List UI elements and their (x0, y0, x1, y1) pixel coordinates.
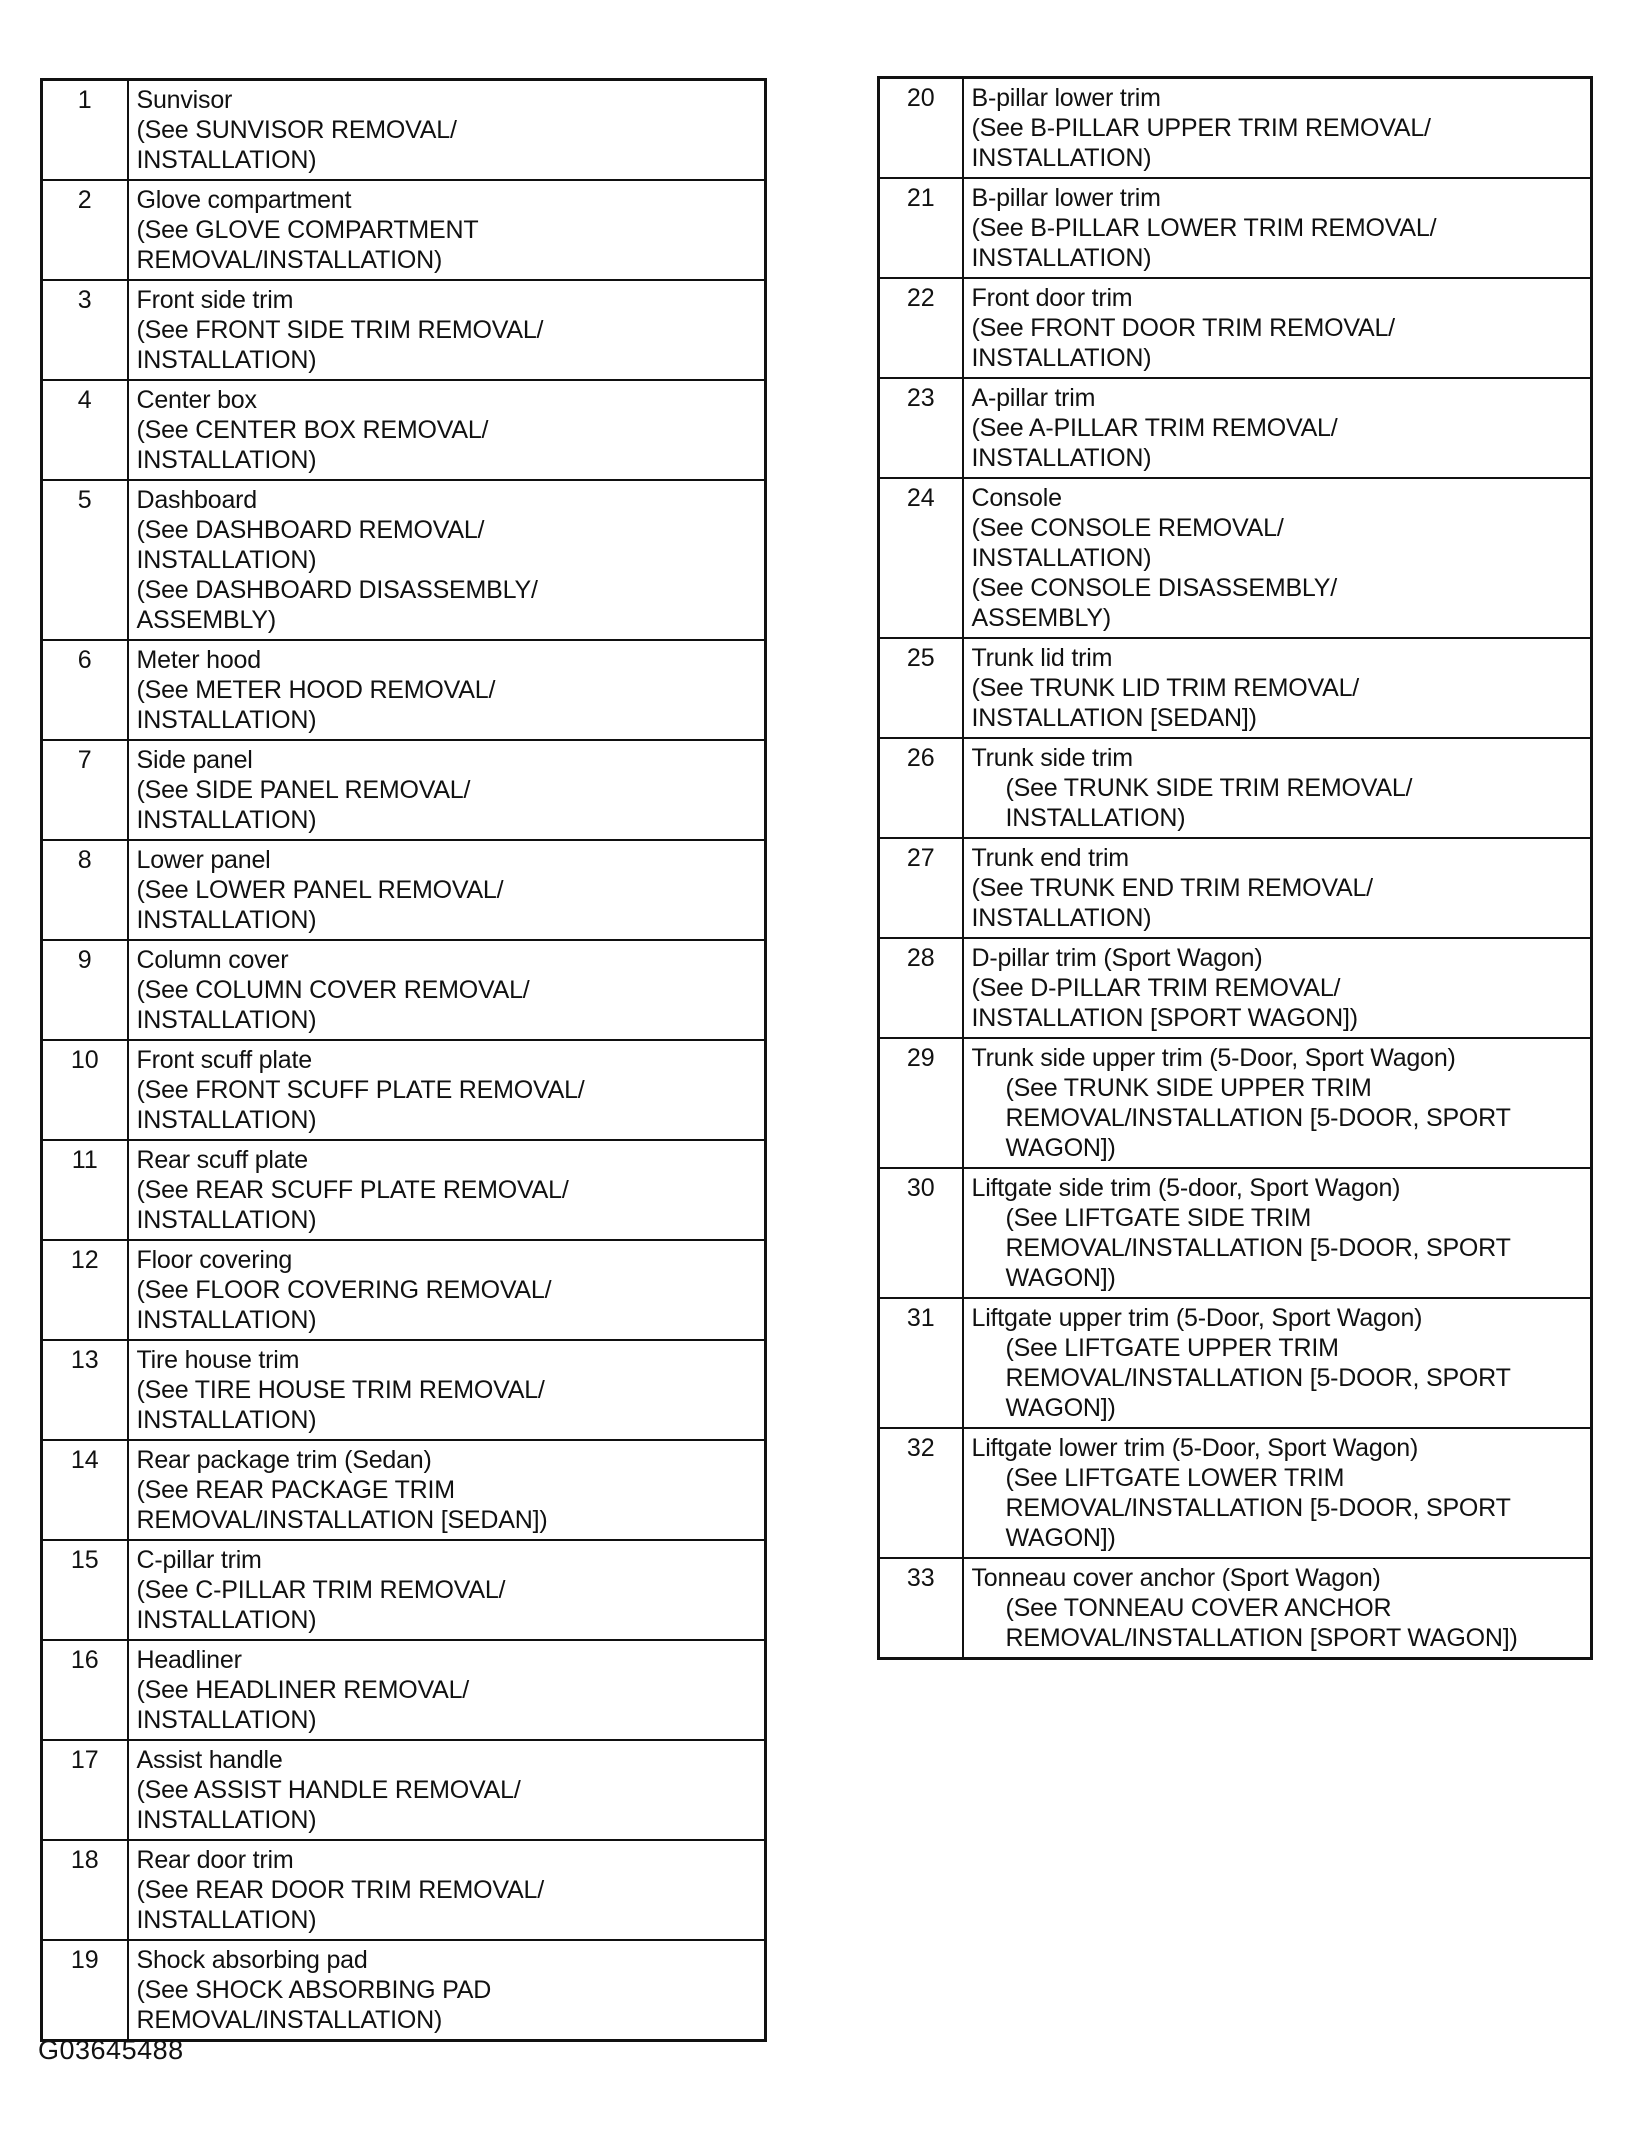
component-name: Assist handle (136, 1746, 283, 1774)
component-name: Liftgate upper trim (5-Door, Sport Wagon) (971, 1304, 1423, 1332)
reference-line: (See TONNEAU COVER ANCHOR (1005, 1594, 1392, 1622)
table-row (42, 280, 766, 380)
component-name: Column cover (136, 946, 289, 974)
reference-line: (See REAR DOOR TRIM REMOVAL/ (136, 1876, 544, 1904)
item-description (128, 1940, 766, 2041)
reference-line: (See SHOCK ABSORBING PAD (136, 1976, 492, 2004)
reference-line: (See LOWER PANEL REMOVAL/ (136, 876, 504, 904)
reference-line: INSTALLATION [SEDAN]) (971, 704, 1257, 732)
reference-line: INSTALLATION) (971, 244, 1152, 272)
item-description (128, 80, 766, 181)
item-number: 23 (879, 378, 963, 478)
table-row (879, 1298, 1592, 1428)
table-row (879, 1558, 1592, 1659)
component-name: Shock absorbing pad (136, 1946, 368, 1974)
table-row (879, 378, 1592, 478)
reference-line: (See TRUNK SIDE UPPER TRIM (1005, 1074, 1372, 1102)
reference-line: (See GLOVE COMPARTMENT (136, 216, 479, 244)
item-description (963, 278, 1592, 378)
item-description (128, 1140, 766, 1240)
table-row (42, 1240, 766, 1340)
reference-line: (See LIFTGATE LOWER TRIM (1005, 1464, 1345, 1492)
reference-line: ASSEMBLY) (971, 604, 1111, 632)
reference-line: INSTALLATION) (136, 346, 317, 374)
reference-line: REMOVAL/INSTALLATION [5-DOOR, SPORT (1005, 1104, 1511, 1132)
table-row (879, 738, 1592, 838)
component-name: Floor covering (136, 1246, 293, 1274)
reference-line: INSTALLATION) (136, 1206, 317, 1234)
component-name: Trunk side trim (971, 744, 1133, 772)
component-name: Liftgate side trim (5-door, Sport Wagon) (971, 1174, 1401, 1202)
item-number: 9 (42, 940, 128, 1040)
item-number: 6 (42, 640, 128, 740)
reference-line: (See TIRE HOUSE TRIM REMOVAL/ (136, 1376, 545, 1404)
component-name: D-pillar trim (Sport Wagon) (971, 944, 1263, 972)
reference-line: INSTALLATION) (136, 706, 317, 734)
table-row (42, 740, 766, 840)
reference-line: INSTALLATION) (136, 546, 317, 574)
item-number: 13 (42, 1340, 128, 1440)
component-name: Headliner (136, 1646, 242, 1674)
reference-line: INSTALLATION) (136, 1006, 317, 1034)
component-name: Console (971, 484, 1062, 512)
reference-line: (See HEADLINER REMOVAL/ (136, 1676, 470, 1704)
item-description (963, 178, 1592, 278)
reference-line: REMOVAL/INSTALLATION [SEDAN]) (136, 1506, 548, 1534)
component-table-left-body (42, 80, 766, 2041)
table-row (879, 178, 1592, 278)
reference-line: INSTALLATION) (971, 444, 1152, 472)
item-description (128, 1340, 766, 1440)
reference-line: (See METER HOOD REMOVAL/ (136, 676, 496, 704)
item-description (963, 1168, 1592, 1298)
reference-line: (See LIFTGATE UPPER TRIM (1005, 1334, 1339, 1362)
item-number: 10 (42, 1040, 128, 1140)
component-table-right (877, 76, 1593, 1660)
item-description (128, 1640, 766, 1740)
reference-line: INSTALLATION) (971, 344, 1152, 372)
reference-line: WAGON]) (1005, 1524, 1116, 1552)
reference-line: INSTALLATION) (971, 904, 1152, 932)
reference-line: (See REAR PACKAGE TRIM (136, 1476, 455, 1504)
table-row (42, 80, 766, 181)
table-row (879, 78, 1592, 179)
reference-line: INSTALLATION) (971, 144, 1152, 172)
reference-line: INSTALLATION) (136, 146, 317, 174)
reference-line: REMOVAL/INSTALLATION) (136, 246, 443, 274)
item-description (963, 838, 1592, 938)
component-name: Tire house trim (136, 1346, 300, 1374)
reference-line: WAGON]) (1005, 1264, 1116, 1292)
reference-line: INSTALLATION) (136, 1606, 317, 1634)
item-description (963, 638, 1592, 738)
item-number: 24 (879, 478, 963, 638)
reference-line: INSTALLATION) (971, 544, 1152, 572)
item-number: 33 (879, 1558, 963, 1659)
reference-line: (See D-PILLAR TRIM REMOVAL/ (971, 974, 1341, 1002)
reference-line: INSTALLATION) (136, 806, 317, 834)
reference-line: REMOVAL/INSTALLATION [5-DOOR, SPORT (1005, 1234, 1511, 1262)
item-description (128, 1840, 766, 1940)
table-row (879, 1428, 1592, 1558)
item-number: 29 (879, 1038, 963, 1168)
item-number: 16 (42, 1640, 128, 1740)
component-name: Trunk end trim (971, 844, 1129, 872)
item-number: 2 (42, 180, 128, 280)
item-number: 28 (879, 938, 963, 1038)
component-table-left (40, 78, 767, 2042)
table-row (42, 480, 766, 640)
table-row (42, 1740, 766, 1840)
reference-line: INSTALLATION [SPORT WAGON]) (971, 1004, 1358, 1032)
component-name: Trunk lid trim (971, 644, 1113, 672)
component-name: Rear scuff plate (136, 1146, 308, 1174)
item-description (128, 1540, 766, 1640)
reference-line: REMOVAL/INSTALLATION [5-DOOR, SPORT (1005, 1494, 1511, 1522)
reference-line: INSTALLATION) (136, 1806, 317, 1834)
component-name: Tonneau cover anchor (Sport Wagon) (971, 1564, 1381, 1592)
item-number: 30 (879, 1168, 963, 1298)
table-row (879, 278, 1592, 378)
reference-line: (See TRUNK END TRIM REMOVAL/ (971, 874, 1373, 902)
component-name: Front door trim (971, 284, 1133, 312)
reference-line: (See SIDE PANEL REMOVAL/ (136, 776, 471, 804)
component-name: B-pillar lower trim (971, 184, 1161, 212)
component-name: Sunvisor (136, 86, 233, 114)
reference-line: (See LIFTGATE SIDE TRIM (1005, 1204, 1312, 1232)
component-name: Center box (136, 386, 257, 414)
component-name: C-pillar trim (136, 1546, 262, 1574)
reference-line: WAGON]) (1005, 1134, 1116, 1162)
table-row (42, 640, 766, 740)
reference-line: REMOVAL/INSTALLATION) (136, 2006, 443, 2034)
component-name: B-pillar lower trim (971, 84, 1161, 112)
reference-line: INSTALLATION) (136, 1106, 317, 1134)
item-description (963, 738, 1592, 838)
table-row (42, 1040, 766, 1140)
table-row (42, 1440, 766, 1540)
item-description (128, 280, 766, 380)
item-number: 12 (42, 1240, 128, 1340)
item-number: 4 (42, 380, 128, 480)
reference-line: (See C-PILLAR TRIM REMOVAL/ (136, 1576, 506, 1604)
item-description (963, 478, 1592, 638)
table-row (42, 840, 766, 940)
reference-line: (See A-PILLAR TRIM REMOVAL/ (971, 414, 1338, 442)
item-number: 14 (42, 1440, 128, 1540)
item-number: 22 (879, 278, 963, 378)
component-name: Glove compartment (136, 186, 352, 214)
reference-line: (See SUNVISOR REMOVAL/ (136, 116, 457, 144)
item-description (128, 840, 766, 940)
table-row (42, 380, 766, 480)
reference-line: INSTALLATION) (136, 1306, 317, 1334)
reference-line: (See FRONT DOOR TRIM REMOVAL/ (971, 314, 1395, 342)
item-description (963, 378, 1592, 478)
item-number: 11 (42, 1140, 128, 1240)
reference-line: (See CONSOLE DISASSEMBLY/ (971, 574, 1337, 602)
item-number: 7 (42, 740, 128, 840)
reference-line: (See DASHBOARD REMOVAL/ (136, 516, 485, 544)
component-name: Meter hood (136, 646, 261, 674)
reference-line: (See COLUMN COVER REMOVAL/ (136, 976, 530, 1004)
item-description (128, 180, 766, 280)
item-description (963, 1558, 1592, 1659)
item-description (963, 1428, 1592, 1558)
reference-line: REMOVAL/INSTALLATION [5-DOOR, SPORT (1005, 1364, 1511, 1392)
item-description (963, 1038, 1592, 1168)
item-number: 18 (42, 1840, 128, 1940)
component-name: Front scuff plate (136, 1046, 312, 1074)
reference-line: WAGON]) (1005, 1394, 1116, 1422)
table-row (42, 940, 766, 1040)
component-name: Rear package trim (Sedan) (136, 1446, 432, 1474)
table-row (879, 838, 1592, 938)
table-row (42, 1140, 766, 1240)
item-number: 27 (879, 838, 963, 938)
item-description (963, 938, 1592, 1038)
reference-line: (See FRONT SIDE TRIM REMOVAL/ (136, 316, 544, 344)
item-description (128, 380, 766, 480)
reference-line: (See FRONT SCUFF PLATE REMOVAL/ (136, 1076, 585, 1104)
reference-line: (See TRUNK LID TRIM REMOVAL/ (971, 674, 1360, 702)
item-description (128, 1440, 766, 1540)
table-row (879, 638, 1592, 738)
component-name: Front side trim (136, 286, 294, 314)
reference-line: ASSEMBLY) (136, 606, 276, 634)
table-row (42, 1940, 766, 2041)
item-number: 15 (42, 1540, 128, 1640)
table-row (42, 1840, 766, 1940)
reference-line: REMOVAL/INSTALLATION [SPORT WAGON]) (1005, 1624, 1518, 1652)
item-number: 31 (879, 1298, 963, 1428)
table-row (879, 478, 1592, 638)
item-description (128, 740, 766, 840)
table-row (879, 1168, 1592, 1298)
component-name: Dashboard (136, 486, 258, 514)
item-number: 25 (879, 638, 963, 738)
item-description (128, 1740, 766, 1840)
item-description (128, 1240, 766, 1340)
reference-line: INSTALLATION) (136, 446, 317, 474)
component-name: A-pillar trim (971, 384, 1096, 412)
item-number: 1 (42, 80, 128, 181)
item-description (128, 480, 766, 640)
reference-line: (See REAR SCUFF PLATE REMOVAL/ (136, 1176, 569, 1204)
item-number: 5 (42, 480, 128, 640)
component-name: Side panel (136, 746, 253, 774)
reference-line: (See DASHBOARD DISASSEMBLY/ (136, 576, 538, 604)
item-number: 20 (879, 78, 963, 179)
table-row (42, 1640, 766, 1740)
item-description (128, 940, 766, 1040)
table-row (42, 180, 766, 280)
reference-line: (See TRUNK SIDE TRIM REMOVAL/ (1005, 774, 1413, 802)
item-number: 21 (879, 178, 963, 278)
component-table-right-body (879, 78, 1592, 1659)
item-description (963, 1298, 1592, 1428)
table-row (879, 938, 1592, 1038)
item-description (128, 1040, 766, 1140)
reference-line: (See CENTER BOX REMOVAL/ (136, 416, 489, 444)
item-number: 8 (42, 840, 128, 940)
component-name: Rear door trim (136, 1846, 294, 1874)
item-number: 17 (42, 1740, 128, 1840)
reference-line: (See CONSOLE REMOVAL/ (971, 514, 1284, 542)
reference-line: INSTALLATION) (136, 1906, 317, 1934)
table-row (879, 1038, 1592, 1168)
component-name: Lower panel (136, 846, 271, 874)
table-row (42, 1540, 766, 1640)
item-description (963, 78, 1592, 179)
figure-id: G03645488 (38, 2035, 184, 2065)
reference-line: (See B-PILLAR UPPER TRIM REMOVAL/ (971, 114, 1431, 142)
item-number: 3 (42, 280, 128, 380)
reference-line: INSTALLATION) (136, 1706, 317, 1734)
table-row (42, 1340, 766, 1440)
component-name: Liftgate lower trim (5-Door, Sport Wagon) (971, 1434, 1419, 1462)
reference-line: (See FLOOR COVERING REMOVAL/ (136, 1276, 552, 1304)
item-number: 26 (879, 738, 963, 838)
reference-line: INSTALLATION) (136, 1406, 317, 1434)
item-number: 32 (879, 1428, 963, 1558)
reference-line: (See ASSIST HANDLE REMOVAL/ (136, 1776, 521, 1804)
item-description (128, 640, 766, 740)
reference-line: (See B-PILLAR LOWER TRIM REMOVAL/ (971, 214, 1437, 242)
item-number: 19 (42, 1940, 128, 2041)
reference-line: INSTALLATION) (136, 906, 317, 934)
reference-line: INSTALLATION) (1005, 804, 1186, 832)
component-name: Trunk side upper trim (5-Door, Sport Wagon) (971, 1044, 1456, 1072)
